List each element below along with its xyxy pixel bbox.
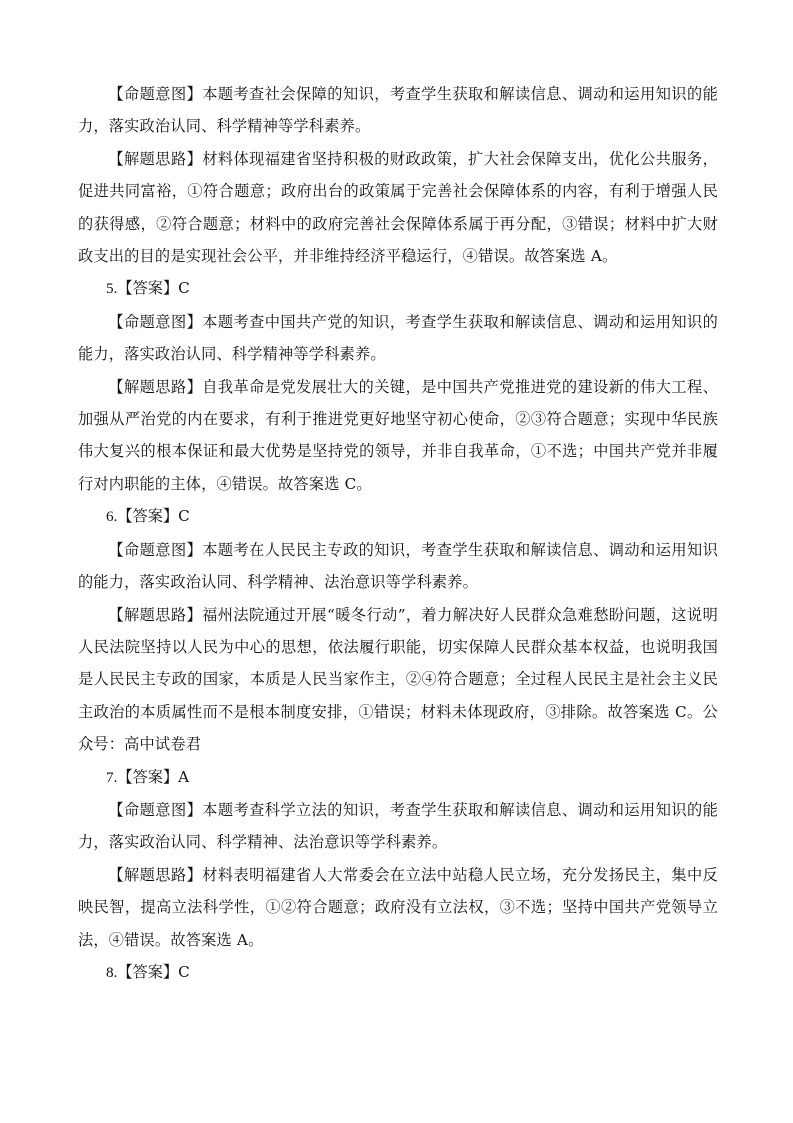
- question-number: 5.: [106, 280, 118, 298]
- answer-text: 【答案】C: [117, 279, 190, 298]
- solution-paragraph: 【解题思路】材料体现福建省坚持积极的财政政策，扩大社会保障支出，优化公共服务，促进共同富裕，①符合题意；政府出台的政策属于完善社会保障体系的内容，有利于增强人民的获得感，②符合题意；材料中的政府完善社会保障体系属于再分配，③错误；材料中扩大财政支出的目的是实现社会公平，并非维持经济平稳运行，④错误。故答案选 A。: [78, 149, 718, 266]
- intent-paragraph: 【命题意图】本题考查中国共产党的知识，考查学生获取和解读信息、调动和运用知识的能力，落实政治认同、科学精神等学科素养。: [78, 312, 718, 364]
- answer-line: [78, 272, 718, 305]
- question-number: 6.: [106, 508, 118, 526]
- intent-paragraph: 【命题意图】本题考查科学立法的知识，考查学生获取和解读信息、调动和运用知识的能力，落实政治认同、科学精神、法治意识等学科素养。: [78, 800, 718, 852]
- solution-paragraph: 【解题思路】福州法院通过开展“暖冬行动”，着力解决好人民群众急难愁盼问题，这说明人民法院坚持以人民为中心的思想，依法履行职能，切实保障人民群众基本权益，也说明我国是人民民主专政的国家，本质是人民当家作主，②④符合题意；全过程人民民主是社会主义民主政治的本质属性而不是根本制度安排，①错误；材料未体现政府，③排除。故答案选 C。公众号：高中试卷君: [78, 605, 718, 754]
- question-number: 7.: [106, 768, 118, 786]
- answer-text: 【答案】C: [117, 507, 190, 526]
- solution-paragraph: 【解题思路】自我革命是党发展壮大的关键，是中国共产党推进党的建设新的伟大工程、加强从严治党的内在要求，有利于推进党更好地坚守初心使命，②③符合题意；实现中华民族伟大复兴的根本保证和最大优势是坚持党的领导，并非自我革命，①不选；中国共产党并非履行对内职能的主体，④错误。故答案选 C。: [78, 377, 718, 493]
- answer-line: [78, 500, 718, 533]
- question-number: 8.: [106, 963, 118, 981]
- solution-paragraph: 【解题思路】材料表明福建省人大常委会在立法中站稳人民立场，充分发扬民主，集中反映民智，提高立法科学性，①②符合题意；政府没有立法权，③不选；坚持中国共产党领导立法，④错误。故答案选 A。: [78, 865, 718, 949]
- answer-text: 【答案】C: [117, 962, 190, 981]
- intent-paragraph: 【命题意图】本题考查社会保障的知识，考查学生获取和解读信息、调动和运用知识的能力，落实政治认同、科学精神等学科素养。: [78, 85, 718, 136]
- intent-paragraph: 【命题意图】本题考在人民民主专政的知识，考查学生获取和解读信息、调动和运用知识的能力，落实政治认同、科学精神、法治意识等学科素养。: [78, 540, 718, 592]
- answer-text: 【答案】A: [117, 767, 190, 786]
- answer-line: [78, 956, 718, 989]
- answer-explanations: [78, 78, 718, 989]
- answer-line: [78, 761, 718, 794]
